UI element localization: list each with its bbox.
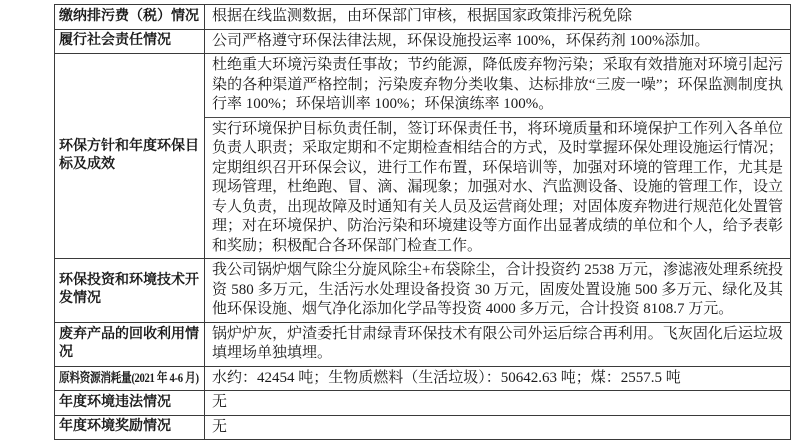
row-label-investment: 环保投资和环境技术开发情况: [55, 259, 205, 322]
paragraph: 无: [212, 394, 228, 410]
row-label-waste-recycling: 废弃产品的回收利用情况: [55, 323, 205, 366]
paragraph: 水约：42454 吨；生物质燃料（生活垃圾）：50642.63 吨；煤：2557.5 吨: [212, 369, 681, 386]
table-row-resource-consumption: [55, 367, 790, 392]
row-content-violations: [205, 391, 790, 415]
paragraph: 我公司锅炉烟气除尘分旋风除尘+布袋除尘，合计投资约 2538 万元，渗滤液处理系统投资 580 多万元，生活污水处理设备投资 30 万元，固废处置设施 500 多万元、绿化及其他环保设施、烟气净化添加化学品等投资 4000 多万元，合计投资 8108.7 万元。: [212, 262, 783, 317]
table-row-waste-recycling: [55, 323, 790, 367]
row-content-waste-recycling: [205, 323, 790, 366]
paragraph-goals: 杜绝重大环境污染责任事故；节约能源，降低废弃物污染；采取有效措施对环境引起污染的各种渠道严格控制；污染废弃物分类收集、达标排放“三废一噪”；环保监测制度执行率 100%；环保培训率 100%；环保演练率 100%。: [212, 57, 783, 112]
table-row-social-responsibility: [55, 30, 790, 55]
row-content-resource-consumption: [205, 367, 790, 391]
paragraph-achievements: 实行环境保护目标负责任制，签订环保责任书，将环境质量和环境保护工作列入各单位负责人职责；采取定期和不定期检查相结合的方式，及时掌握环保处理设施运行情况；定期组织召开环保会议，进行工作布置，环保培训等，加强对环境的管理工作，尤其是现场管理，杜绝跑、冒、滴、漏现象；加强对水、汽监测设备、设施的管理工作，设立专人负责，出现故障及时通知有关人员及运营商处理；对固体废弃物进行规范化处置管理；对在环境保护、防治污染和环境建设等方面作出显著成绩的单位和个人，给予表彰和奖励；积极配合各环保部门检查工作。: [205, 117, 790, 259]
row-label-pollution-fee: 缴纳排污费（税）情况: [55, 5, 205, 29]
table-row-violations: [55, 391, 790, 416]
row-content-pollution-fee: [205, 5, 790, 29]
table-row-investment: [55, 259, 790, 323]
row-label-text: 原料资源消耗量(2021 年 4-6 月): [59, 370, 199, 386]
paragraph: 公司严格遵守环保法律法规，环保设施投运率 100%，环保药剂 100%添加。: [212, 32, 710, 49]
paragraph: 根据在线监测数据，由环保部门审核，根据国家政策排污税免除: [212, 8, 633, 24]
row-content-social-responsibility: [205, 30, 790, 54]
row-label-policy-goals: 环保方针和年度环保目标及成效: [55, 54, 205, 258]
row-label-social-responsibility: 履行社会责任情况: [55, 30, 205, 54]
table-row-pollution-fee: [55, 5, 790, 30]
row-label-awards: 年度环境奖励情况: [55, 416, 205, 440]
row-content-investment: [205, 259, 790, 322]
row-label-resource-consumption: [55, 367, 205, 391]
row-content-policy-goals: [205, 54, 790, 258]
paragraph: 锅炉炉灰，炉渣委托甘肃绿青环保技术有限公司外运后综合再利用。飞灰固化后运垃圾填埋场单独填埋。: [212, 325, 783, 361]
row-label-violations: 年度环境违法情况: [55, 391, 205, 415]
environmental-disclosure-table: [54, 4, 791, 440]
table-row-awards: [55, 416, 790, 440]
table-row-policy-goals: [55, 54, 790, 259]
paragraph: 无: [212, 418, 228, 435]
row-content-awards: [205, 416, 790, 440]
